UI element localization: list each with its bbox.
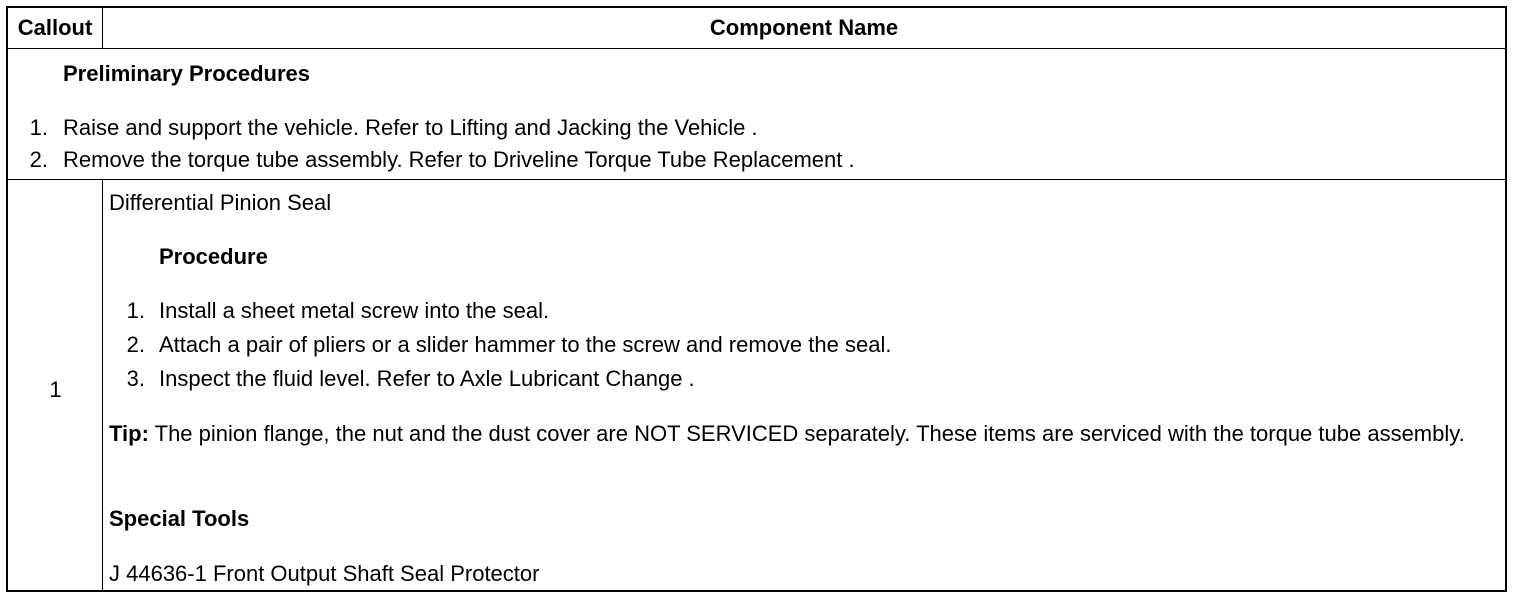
special-tools-item: J 44636-1 Front Output Shaft Seal Protector bbox=[109, 561, 540, 586]
step-text: Inspect the fluid level. Refer to Axle Lubricant Change . bbox=[159, 366, 695, 391]
callout-number: 1 bbox=[49, 377, 62, 402]
step-number: 1. bbox=[29, 115, 48, 140]
special-tools-title: Special Tools bbox=[109, 506, 250, 531]
step-number: 1. bbox=[126, 298, 145, 323]
tip-text: The pinion flange, the nut and the dust cover are NOT SERVICED separately. These items are serviced with the torque tube assembly. bbox=[148, 421, 1465, 446]
callout-column-header: Callout bbox=[8, 8, 103, 48]
step-number: 2. bbox=[29, 147, 48, 172]
step-number: 3. bbox=[126, 366, 145, 391]
step-text: Remove the torque tube assembly. Refer to Driveline Torque Tube Replacement . bbox=[63, 147, 855, 172]
step-number: 2. bbox=[126, 332, 145, 357]
table-header-row bbox=[8, 8, 1505, 49]
procedure-table bbox=[6, 6, 1507, 592]
tip-label: Tip: bbox=[109, 421, 149, 446]
step-text: Raise and support the vehicle. Refer to Lifting and Jacking the Vehicle . bbox=[63, 115, 758, 140]
component-row bbox=[8, 180, 1505, 590]
callout-cell bbox=[8, 180, 103, 590]
step-text: Install a sheet metal screw into the seal. bbox=[159, 298, 550, 323]
preliminary-procedures-row bbox=[8, 49, 1505, 180]
component-name: Differential Pinion Seal bbox=[109, 190, 332, 215]
component-cell bbox=[103, 180, 1505, 590]
procedure-title: Procedure bbox=[159, 244, 268, 269]
component-name-column-header: Component Name bbox=[709, 15, 899, 40]
tip-note bbox=[109, 418, 1494, 449]
preliminary-procedures-title: Preliminary Procedures bbox=[63, 61, 311, 86]
step-text: Attach a pair of pliers or a slider hammer to the screw and remove the seal. bbox=[159, 332, 892, 357]
